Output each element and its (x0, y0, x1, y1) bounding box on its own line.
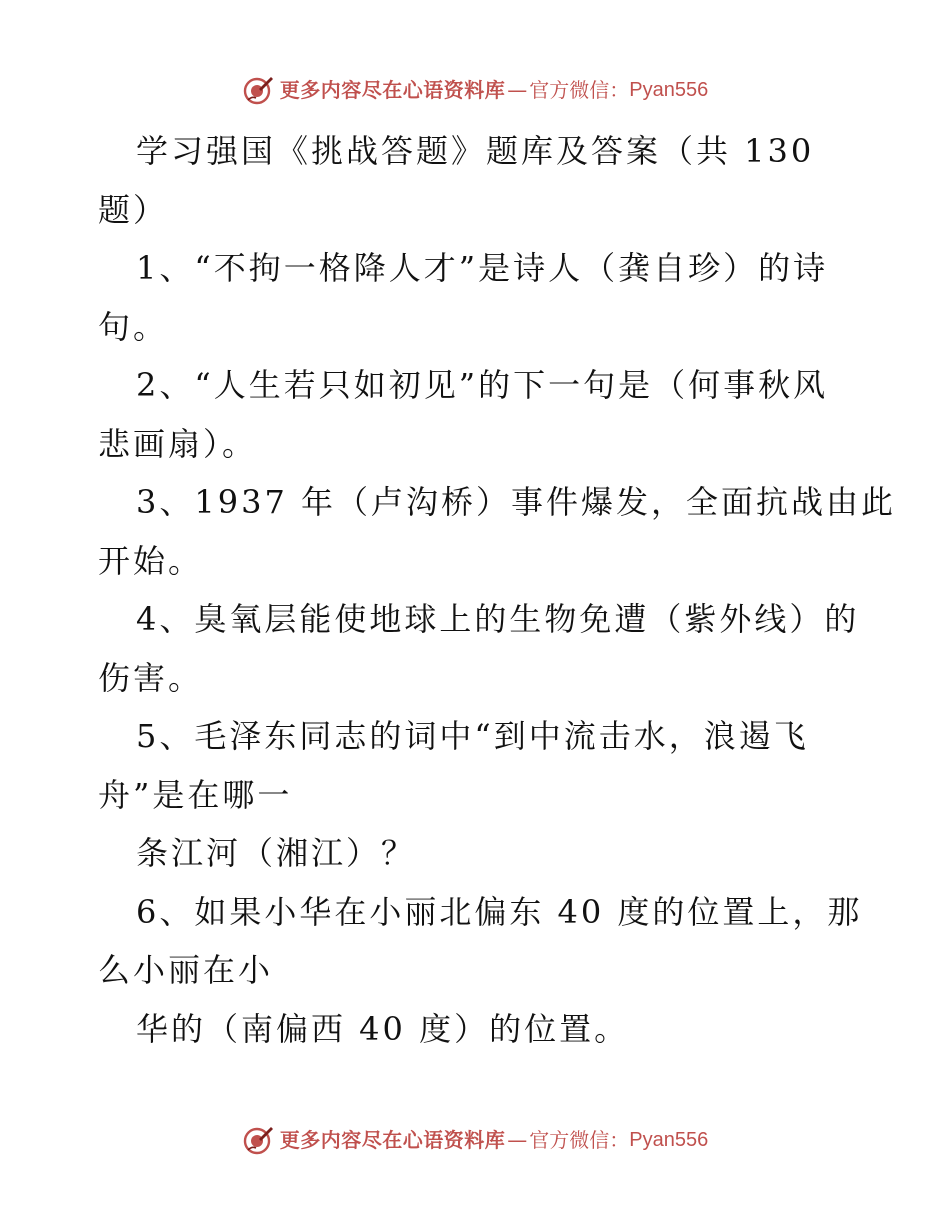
question-5-line-1: 5、毛泽东同志的词中“到中流击水，浪遏飞 (136, 717, 809, 755)
question-3-line-2: 开始。 (98, 541, 204, 580)
question-6-line-1: 6、如果小华在小丽北偏东 40 度的位置上，那 (136, 892, 863, 931)
banner-site-text: 更多内容尽在心语资料库 (279, 1128, 506, 1152)
banner-wechat-label: 官方微信： (529, 1128, 630, 1152)
question-1-line-1: 1、“不拘一格降人才”是诗人（龚自珍）的诗 (136, 249, 829, 287)
banner-separator: — (507, 1128, 528, 1152)
banner-wechat-label: 官方微信： (529, 78, 630, 102)
question-4-line-2: 伤害。 (98, 658, 204, 697)
question-5-line-3: 条江河（湘江）？ (136, 834, 417, 872)
header-watermark (0, 74, 950, 106)
question-3-line-1: 3、1937 年（卢沟桥）事件爆发，全面抗战由此 (136, 483, 896, 521)
banner-wechat-id: Pyan556 (629, 1129, 709, 1151)
pen-seal-logo-icon (242, 1124, 274, 1156)
footer-watermark (0, 1124, 950, 1156)
question-5-line-2: 舟”是在哪一 (98, 775, 293, 814)
question-2-line-2: 悲画扇）。 (98, 424, 258, 463)
document-title-line-1: 学习强国《挑战答题》题库及答案（共 130 (136, 132, 815, 170)
banner-wechat-id: Pyan556 (629, 79, 709, 101)
banner-site-text: 更多内容尽在心语资料库 (279, 78, 506, 102)
document-title-line-2: 题） (98, 190, 169, 229)
question-2-line-1: 2、“人生若只如初见”的下一句是（何事秋风 (136, 366, 829, 404)
question-4-line-1: 4、臭氧层能使地球上的生物免遭（紫外线）的 (136, 600, 860, 638)
banner-separator: — (507, 78, 528, 102)
document-body (98, 122, 896, 1058)
question-6-line-2: 么小丽在小 (98, 951, 274, 989)
question-6-line-3: 华的（南偏西 40 度）的位置。 (136, 1009, 630, 1048)
pen-seal-logo-icon (242, 74, 274, 106)
question-1-line-2: 句。 (98, 307, 169, 346)
